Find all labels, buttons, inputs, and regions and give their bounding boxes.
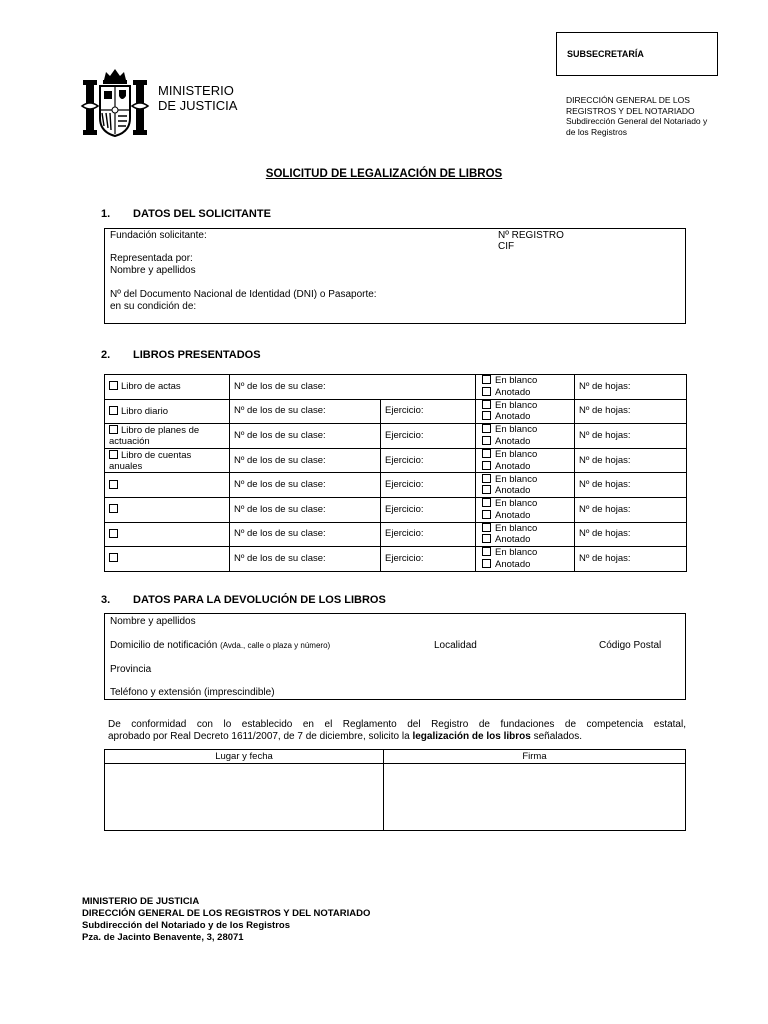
blanco-label: En blanco (495, 473, 538, 485)
hojas-label: Nº de hojas: (579, 479, 631, 491)
table-row (105, 375, 687, 400)
table-row (105, 473, 687, 498)
num-label: Nº de los de su clase: (234, 380, 326, 392)
blanco-checkbox[interactable] (482, 375, 491, 384)
book-type-cell (105, 448, 230, 473)
cp-label: Código Postal (599, 640, 662, 651)
domicilio-text: Domicilio de notificación (110, 640, 218, 651)
representada-label: Representada por: (110, 253, 193, 264)
blanco-checkbox[interactable] (482, 523, 491, 532)
fundacion-label: Fundación solicitante: (110, 230, 207, 241)
anotado-label: Anotado (495, 509, 531, 521)
hojas-cell[interactable] (575, 522, 687, 547)
book-checkbox[interactable] (109, 529, 118, 538)
ejercicio-label: Ejercicio: (385, 405, 424, 417)
coat-of-arms-logo (80, 66, 150, 140)
hojas-cell[interactable] (575, 424, 687, 449)
declaration-line1: De conformidad con lo establecido en el Reglamento del Registro de fundaciones de competencia estatal, (108, 719, 686, 730)
status-cell (476, 375, 575, 400)
ministry-name (158, 83, 237, 113)
anotado-checkbox[interactable] (482, 411, 491, 420)
hojas-cell[interactable] (575, 448, 687, 473)
section3-heading (101, 594, 386, 606)
subsecretaria-label: SUBSECRETARÍA (567, 49, 644, 59)
dg-line3: Subdirección General del Notariado y (566, 116, 708, 126)
hojas-cell[interactable] (575, 473, 687, 498)
book-label: Libro de planes de actuación (109, 424, 200, 447)
dni-label: Nº del Documento Nacional de Identidad (DNI) o Pasaporte: (110, 289, 377, 300)
localidad-label: Localidad (434, 640, 477, 651)
book-label: Libro diario (121, 405, 168, 417)
ejercicio-cell[interactable] (381, 547, 476, 572)
books-table (104, 374, 687, 572)
book-checkbox[interactable] (109, 406, 118, 415)
blanco-checkbox[interactable] (482, 400, 491, 409)
book-checkbox[interactable] (109, 504, 118, 513)
anotado-label: Anotado (495, 460, 531, 472)
section1-title: DATOS DEL SOLICITANTE (133, 208, 271, 220)
num-label: Nº de los de su clase: (234, 479, 326, 491)
anotado-label: Anotado (495, 534, 531, 546)
blanco-checkbox[interactable] (482, 547, 491, 556)
ejercicio-label: Ejercicio: (385, 479, 424, 491)
footer-line3: Subdirección del Notariado y de los Registros (82, 920, 290, 931)
lugar-fecha-header: Lugar y fecha (105, 750, 384, 764)
status-cell (476, 473, 575, 498)
hojas-cell[interactable] (575, 497, 687, 522)
hojas-label: Nº de hojas: (579, 528, 631, 540)
provincia-label: Provincia (110, 664, 152, 675)
book-type-cell (105, 399, 230, 424)
declaration-post: señalados. (530, 731, 582, 742)
section2-heading (101, 349, 261, 361)
book-type-cell (105, 497, 230, 522)
return-data-box[interactable] (104, 613, 686, 700)
blanco-label: En blanco (495, 375, 538, 387)
book-label: Libro de cuentas anuales (109, 449, 192, 472)
status-cell (476, 547, 575, 572)
firma-header: Firma (384, 750, 685, 764)
ejercicio-cell[interactable] (381, 424, 476, 449)
hojas-label: Nº de hojas: (579, 405, 631, 417)
signature-table (104, 749, 686, 831)
anotado-checkbox[interactable] (482, 534, 491, 543)
blanco-checkbox[interactable] (482, 474, 491, 483)
anotado-label: Anotado (495, 558, 531, 570)
registro-label: Nº REGISTRO (498, 230, 564, 241)
book-checkbox[interactable] (109, 425, 118, 434)
table-row (105, 547, 687, 572)
hojas-label: Nº de hojas: (579, 380, 631, 392)
ministry-line1: MINISTERIO (158, 83, 234, 98)
anotado-label: Anotado (495, 485, 531, 497)
ejercicio-cell[interactable] (381, 522, 476, 547)
status-cell (476, 497, 575, 522)
blanco-label: En blanco (495, 399, 538, 411)
section2-number: 2. (101, 349, 111, 361)
table-row (105, 448, 687, 473)
num-cell[interactable] (230, 473, 381, 498)
anotado-checkbox[interactable] (482, 559, 491, 568)
ejercicio-label: Ejercicio: (385, 454, 424, 466)
blanco-label: En blanco (495, 424, 538, 436)
blanco-label: En blanco (495, 498, 538, 510)
anotado-checkbox[interactable] (482, 461, 491, 470)
declaration-bold: legalización de los libros (412, 731, 531, 742)
num-cell[interactable] (230, 424, 381, 449)
table-row (105, 522, 687, 547)
ejercicio-label: Ejercicio: (385, 429, 424, 441)
hojas-label: Nº de hojas: (579, 454, 631, 466)
num-cell[interactable] (230, 547, 381, 572)
anotado-checkbox[interactable] (482, 485, 491, 494)
blanco-checkbox[interactable] (482, 424, 491, 433)
num-label: Nº de los de su clase: (234, 528, 326, 540)
lugar-fecha-field[interactable] (105, 764, 384, 830)
ejercicio-cell[interactable] (381, 497, 476, 522)
hojas-cell[interactable] (575, 399, 687, 424)
num-label: Nº de los de su clase: (234, 454, 326, 466)
table-row (105, 497, 687, 522)
anotado-checkbox[interactable] (482, 387, 491, 396)
book-checkbox[interactable] (109, 450, 118, 459)
book-type-cell (105, 375, 230, 400)
status-cell (476, 522, 575, 547)
domicilio-label (110, 640, 330, 652)
condicion-label: en su condición de: (110, 301, 197, 312)
anotado-checkbox[interactable] (482, 510, 491, 519)
book-checkbox[interactable] (109, 553, 118, 562)
status-cell (476, 424, 575, 449)
ejercicio-cell[interactable] (381, 399, 476, 424)
anotado-label: Anotado (495, 435, 531, 447)
blanco-label: En blanco (495, 449, 538, 461)
num-label: Nº de los de su clase: (234, 552, 326, 564)
num-cell[interactable] (230, 522, 381, 547)
book-type-cell (105, 424, 230, 449)
footer-line1: MINISTERIO DE JUSTICIA (82, 896, 200, 907)
anotado-label: Anotado (495, 386, 531, 398)
subsecretaria-box (556, 32, 718, 76)
ministry-line2: DE JUSTICIA (158, 98, 238, 113)
num-cell[interactable] (230, 448, 381, 473)
ejercicio-cell[interactable] (381, 448, 476, 473)
num-label: Nº de los de su clase: (234, 429, 326, 441)
blanco-label: En blanco (495, 547, 538, 559)
ejercicio-cell[interactable] (381, 473, 476, 498)
footer (82, 896, 370, 944)
page-title: SOLICITUD DE LEGALIZACIÓN DE LIBROS (265, 168, 503, 180)
blanco-checkbox[interactable] (482, 449, 491, 458)
num-label: Nº de los de su clase: (234, 503, 326, 515)
footer-line4: Pza. de Jacinto Benavente, 3, 28071 (82, 932, 244, 943)
section1-heading (101, 208, 271, 220)
table-row (105, 424, 687, 449)
declaration-pre: aprobado por Real Decreto 1611/2007, de 7 de diciembre, solicito la (108, 731, 413, 742)
book-type-cell (105, 547, 230, 572)
domicilio-note: (Avda., calle o plaza y número) (220, 641, 331, 650)
section1-number: 1. (101, 208, 111, 220)
directorate-block (566, 95, 756, 137)
declaration-line2 (108, 731, 686, 743)
section2-title: LIBROS PRESENTADOS (133, 349, 261, 361)
applicant-box[interactable] (104, 228, 686, 324)
nombre-label: Nombre y apellidos (110, 265, 196, 276)
dg-line1: DIRECCIÓN GENERAL DE LOS (566, 95, 690, 105)
book-type-cell (105, 522, 230, 547)
anotado-label: Anotado (495, 411, 531, 423)
hojas-label: Nº de hojas: (579, 552, 631, 564)
blanco-label: En blanco (495, 522, 538, 534)
book-checkbox[interactable] (109, 480, 118, 489)
num-cell[interactable] (230, 399, 381, 424)
num-label: Nº de los de su clase: (234, 405, 326, 417)
hojas-label: Nº de hojas: (579, 429, 631, 441)
book-checkbox[interactable] (109, 381, 118, 390)
book-label: Libro de actas (121, 381, 181, 393)
section3-number: 3. (101, 594, 111, 606)
num-cell[interactable] (230, 375, 476, 400)
hojas-cell[interactable] (575, 375, 687, 400)
firma-field[interactable] (384, 764, 685, 830)
return-nombre-label: Nombre y apellidos (110, 616, 196, 627)
ejercicio-label: Ejercicio: (385, 552, 424, 564)
table-row (105, 399, 687, 424)
status-cell (476, 448, 575, 473)
footer-line2: DIRECCIÓN GENERAL DE LOS REGISTROS Y DEL NOTARIADO (82, 908, 371, 919)
cif-label: CIF (498, 241, 515, 252)
hojas-cell[interactable] (575, 547, 687, 572)
blanco-checkbox[interactable] (482, 498, 491, 507)
dg-line2: REGISTROS Y DEL NOTARIADO (566, 105, 695, 116)
ejercicio-label: Ejercicio: (385, 528, 424, 540)
telefono-label: Teléfono y extensión (imprescindible) (110, 687, 275, 698)
status-cell (476, 399, 575, 424)
anotado-checkbox[interactable] (482, 436, 491, 445)
num-cell[interactable] (230, 497, 381, 522)
dg-line4: de los Registros (566, 126, 627, 137)
book-type-cell (105, 473, 230, 498)
hojas-label: Nº de hojas: (579, 503, 631, 515)
ejercicio-label: Ejercicio: (385, 503, 424, 515)
section3-title: DATOS PARA LA DEVOLUCIÓN DE LOS LIBROS (133, 594, 386, 606)
